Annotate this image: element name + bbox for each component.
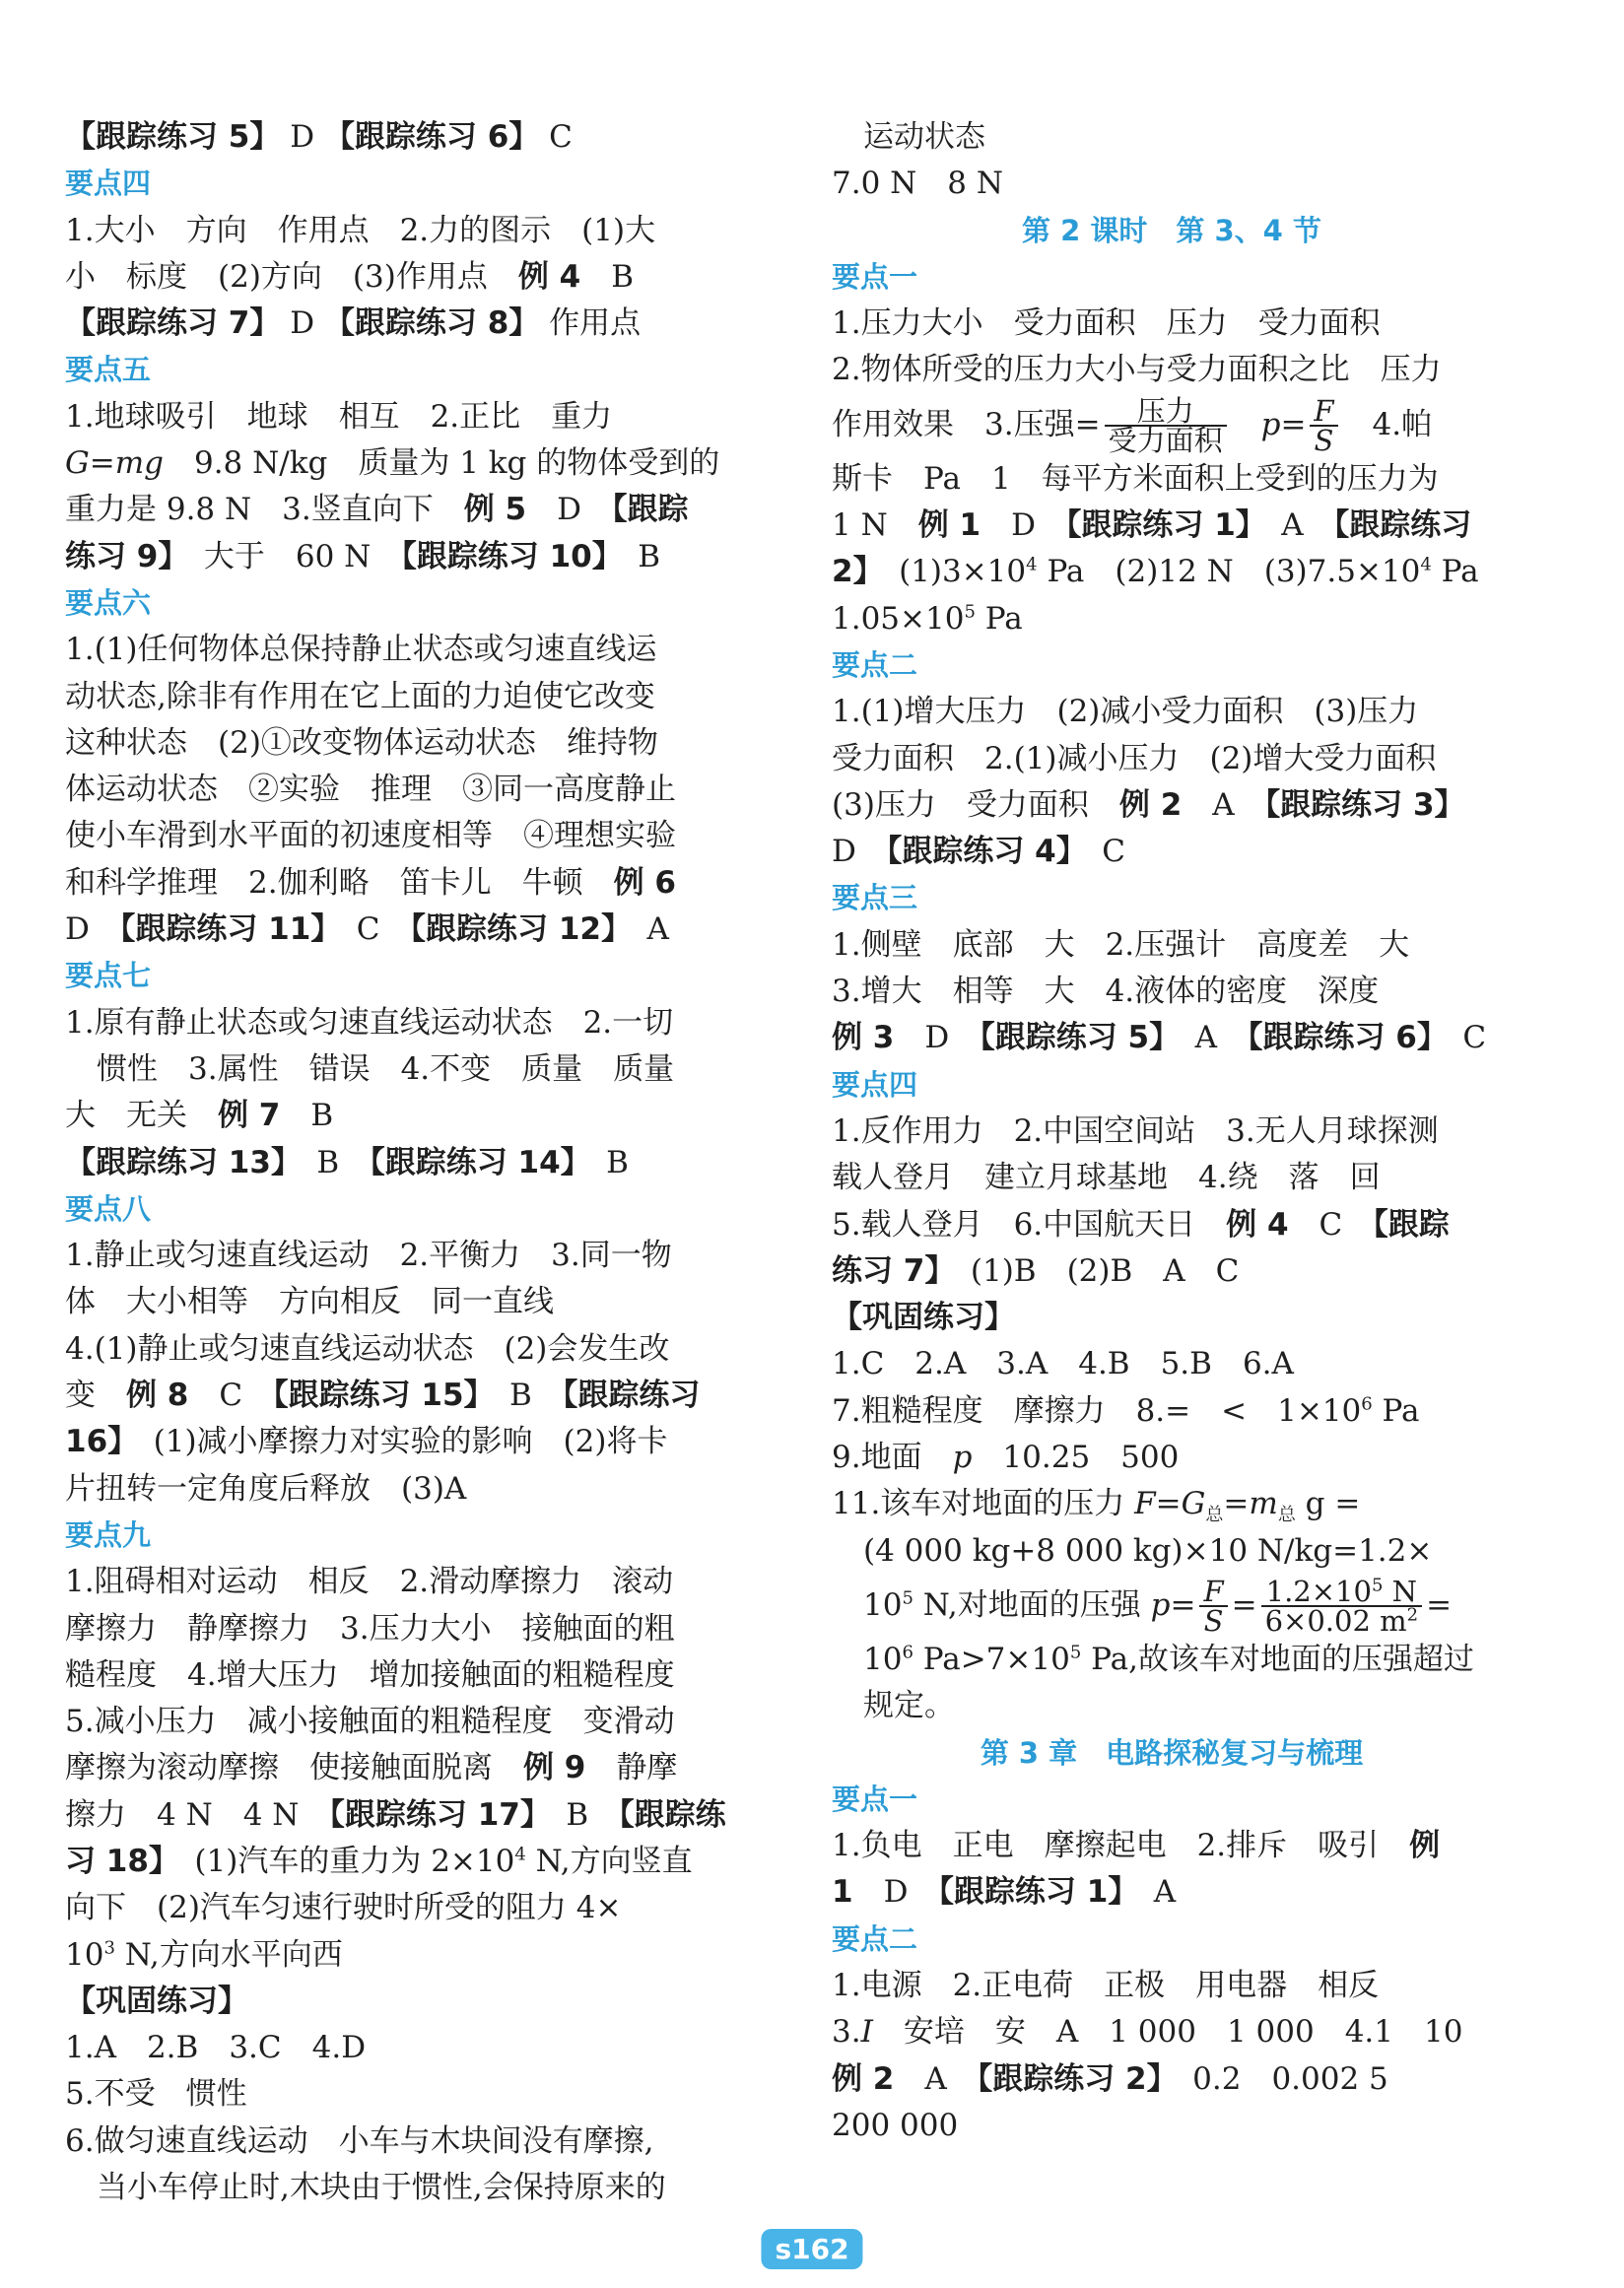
- section-heading: 要点一: [832, 1782, 918, 1816]
- text-line: 规定。: [863, 1688, 955, 1724]
- exercise-label: 16】: [65, 1424, 123, 1460]
- text-line: 200 000: [832, 2107, 959, 2143]
- subscript: 总: [1205, 1505, 1224, 1526]
- numerator-unit: N: [1383, 1575, 1418, 1609]
- answer: C: [188, 1378, 274, 1414]
- section-heading: 要点四: [832, 1067, 918, 1102]
- symbol: m: [1249, 1486, 1278, 1522]
- text-line: 1.静止或匀速直线运动 2.平衡力 3.同一物: [65, 1238, 672, 1274]
- answer: D: [526, 492, 612, 528]
- answer: B: [286, 1144, 371, 1180]
- answer: 9.8 N/kg 质量为 1 kg 的物体受到的: [163, 445, 720, 482]
- fraction: [1261, 1575, 1423, 1637]
- fraction: [1310, 394, 1337, 456]
- exponent: 5: [964, 601, 976, 623]
- text-line: 动状态,除非有作用在它上面的力迫使它改变: [65, 678, 655, 714]
- answer: D: [832, 834, 887, 870]
- text-line: 1.压力大小 受力面积 压力 受力面积: [832, 305, 1381, 342]
- text-line: [832, 1015, 1512, 1061]
- exercise-label: 习 18】: [65, 1843, 165, 1879]
- equals: =: [1155, 1486, 1182, 1522]
- answer: (1)汽车的重力为 2×10: [164, 1843, 515, 1879]
- answer: 10: [863, 1641, 903, 1677]
- text-line: [65, 301, 751, 347]
- text-line: [832, 1481, 1512, 1527]
- answer: 静摩: [585, 1750, 678, 1786]
- text-line: [65, 534, 751, 580]
- answer: 大于 60 N: [172, 538, 402, 574]
- fraction-numerator: F: [1199, 1578, 1227, 1607]
- answer: B: [535, 1796, 620, 1833]
- equals: =: [1231, 1586, 1257, 1623]
- section-heading: 要点九: [65, 1517, 152, 1552]
- answer: 和科学推理 2.伽利略 笛卡儿 牛顿: [65, 864, 614, 901]
- symbol: p: [1260, 406, 1281, 442]
- text-line: [65, 487, 751, 533]
- answer: A: [1164, 1020, 1248, 1056]
- answer: 1.05×10: [832, 600, 965, 637]
- text-line: [832, 2009, 1512, 2055]
- text-line: 向下 (2)汽车匀速行驶时所受的阻力 4×: [65, 1890, 622, 1926]
- exercise-label: 2】: [832, 554, 869, 590]
- text-line: [832, 782, 1512, 829]
- answer: 3.: [832, 2014, 861, 2051]
- text-line: 2.物体所受的压力大小与受力面积之比 压力: [832, 352, 1442, 388]
- example-label: 例 2: [832, 2060, 895, 2097]
- answer: g =: [1295, 1486, 1361, 1522]
- exercise-label: 【跟踪: [1373, 1206, 1450, 1243]
- equals: =: [1223, 1486, 1250, 1522]
- lesson-title: 第 2 课时 第 3、4 节: [1022, 213, 1321, 247]
- text-line: [65, 1745, 751, 1791]
- example-label: 例: [1409, 1828, 1441, 1864]
- section-heading: 要点四: [65, 167, 152, 201]
- text-line: 3.增大 相等 大 4.液体的密度 深度: [832, 974, 1380, 1010]
- example-label: 例 1: [917, 507, 981, 544]
- answer: A: [894, 2060, 978, 2097]
- exercise-label: 【跟踪练习 2】: [977, 2060, 1163, 2097]
- text-line: [65, 907, 751, 953]
- exercise-label: 练习 7】: [832, 1252, 940, 1289]
- fraction-denominator: [1261, 1604, 1423, 1637]
- text-line: 1.地球吸引 地球 相互 2.正比 重力: [65, 398, 613, 435]
- answer: B: [479, 1378, 563, 1414]
- text-line: 运动状态: [863, 119, 985, 155]
- answer: D: [280, 305, 324, 342]
- answer: A: [616, 911, 669, 948]
- answer: C: [1432, 1020, 1487, 1056]
- equals: =: [1280, 406, 1307, 442]
- example-label: 例 5: [463, 492, 527, 528]
- answer: D: [852, 1874, 939, 1911]
- exponent: 5: [902, 1587, 914, 1609]
- fraction-denominator: S: [1203, 1604, 1224, 1637]
- text-line: 1.阻碍相对运动 相反 2.滑动摩擦力 滚动: [65, 1564, 674, 1600]
- symbol: p: [952, 1440, 973, 1476]
- answer: (1)3×10: [868, 554, 1027, 590]
- exponent: 3: [103, 1937, 115, 1959]
- answer: Pa (2)12 N (3)7.5×10: [1037, 554, 1421, 590]
- exercise-label: 【跟踪练习 11】: [119, 911, 326, 948]
- text-line: 6.做匀速直线运动 小车与木块间没有摩擦,: [65, 2122, 654, 2159]
- exercise-label: 练习 9】: [65, 538, 173, 574]
- answer: A: [1122, 1874, 1177, 1911]
- exercise-label: 【跟踪练习 15】: [273, 1378, 480, 1414]
- answer: (1)减小摩擦力对实验的影响 (2)将卡: [122, 1424, 668, 1460]
- text-line: [832, 1435, 1512, 1481]
- answer: Pa: [975, 600, 1023, 637]
- text-line: [832, 1823, 1512, 1869]
- answer: 1.负电 正电 摩擦起电 2.排斥 吸引: [832, 1828, 1410, 1864]
- text-line: 5.减小压力 减小接触面的粗糙程度 变滑动: [65, 1704, 675, 1740]
- answer: Pa: [1431, 554, 1479, 590]
- fraction-numerator: [1261, 1575, 1423, 1609]
- answer: B: [575, 1144, 629, 1180]
- exercise-label: 【跟踪练习 14】: [370, 1144, 576, 1180]
- text-line: [65, 1373, 751, 1419]
- answer: Pa>7×10: [913, 1641, 1070, 1677]
- answer: 大 无关: [65, 1098, 218, 1134]
- text-line: 斯卡 Pa 1 每平方米面积上受到的压力为: [832, 460, 1439, 497]
- answer: N,对地面的压强: [913, 1586, 1151, 1623]
- section-heading: 要点二: [832, 1921, 918, 1956]
- text-line: 1.(1)任何物体总保持静止状态或匀速直线运: [65, 632, 657, 668]
- section-heading: 要点八: [65, 1191, 152, 1226]
- answer: 5.载人登月 6.中国航天日: [832, 1206, 1227, 1243]
- answer: (1)B (2)B A C: [939, 1252, 1240, 1289]
- exponent: 4: [514, 1844, 526, 1865]
- exercise-label: 【跟踪练习 5】: [980, 1020, 1165, 1056]
- fraction: [1199, 1575, 1227, 1637]
- answer: 11.该车对地面的压力: [832, 1486, 1135, 1522]
- text-line: 使小车滑到水平面的初速度相等 ④理想实验: [65, 818, 676, 854]
- text-line: 受力面积 2.(1)减小压力 (2)增大受力面积: [832, 740, 1437, 776]
- text-line: 1.电源 2.正电荷 正极 用电器 相反: [832, 1967, 1380, 2003]
- text-line: [832, 1575, 1512, 1637]
- answer: B: [607, 538, 661, 574]
- exponent: 6: [902, 1642, 914, 1663]
- answer: 10: [65, 1936, 104, 1973]
- answer: 7.粗糙程度 摩擦力 8.= < 1×10: [832, 1392, 1362, 1429]
- answer: C: [1288, 1206, 1374, 1243]
- consolidation-heading: 【巩固练习】: [65, 1983, 248, 2019]
- text-line: [65, 1419, 751, 1465]
- symbol: p: [1150, 1586, 1171, 1623]
- text-line: [832, 394, 1512, 456]
- exercise-label: 【跟踪练习: [562, 1378, 701, 1414]
- symbol: F: [1134, 1486, 1156, 1522]
- answer: A: [1182, 786, 1265, 823]
- fraction-numerator: 压力: [1105, 397, 1227, 427]
- subscript: 总: [1277, 1505, 1296, 1526]
- text-line: 1.侧壁 底部 大 2.压强计 高度差 大: [832, 926, 1410, 963]
- answer: 9.地面: [832, 1440, 953, 1476]
- exponent: 4: [1026, 555, 1038, 576]
- exercise-label: 【跟踪: [611, 492, 689, 528]
- text-line: [832, 549, 1512, 595]
- right-column: [832, 114, 1512, 2149]
- text-line: 载人登月 建立月球基地 4.绕 落 回: [832, 1160, 1381, 1196]
- text-line: 1.反作用力 2.中国空间站 3.无人月球探测: [832, 1112, 1439, 1149]
- answer: 4.帕: [1341, 406, 1433, 442]
- exponent: 4: [1420, 555, 1432, 576]
- exercise-label: 【跟踪练习 5】: [65, 119, 281, 155]
- equals: =: [1170, 1586, 1196, 1623]
- exercise-label: 【跟踪练习 3】: [1264, 786, 1465, 823]
- exercise-label: 【跟踪练习 1】: [1065, 507, 1252, 544]
- text-line: 1.大小 方向 作用点 2.力的图示 (1)大: [65, 212, 656, 248]
- text-line: [65, 1792, 751, 1839]
- exercise-label: 【跟踪练习 6】: [1248, 1020, 1433, 1056]
- exercise-label: 【跟踪练习 12】: [410, 911, 617, 948]
- text-line: [65, 860, 751, 907]
- text-line: [832, 1202, 1512, 1248]
- text-line: 摩擦力 静摩擦力 3.压力大小 接触面的粗: [65, 1610, 675, 1647]
- example-label: 例 4: [1226, 1206, 1289, 1243]
- example-label: 例 4: [517, 258, 581, 295]
- example-label: 例 2: [1118, 786, 1183, 823]
- answer: (3)压力 受力面积: [832, 786, 1119, 823]
- text-line: 4.(1)静止或匀速直线运动状态 (2)会发生改: [65, 1330, 670, 1367]
- text-line: [65, 1932, 751, 1979]
- text-line: 1.原有静止状态或匀速直线运动状态 2.一切: [65, 1004, 674, 1041]
- answer: 擦力 4 N 4 N: [65, 1796, 330, 1833]
- text-line: [65, 440, 751, 487]
- example-label: 例 7: [218, 1098, 281, 1134]
- example-label: 例 9: [523, 1750, 586, 1786]
- section-heading: 要点五: [65, 353, 152, 387]
- text-line: [65, 1839, 751, 1885]
- example-label: 例 6: [613, 864, 676, 901]
- exercise-label: 【跟踪练习 8】: [323, 305, 540, 342]
- answer: 10: [863, 1586, 903, 1623]
- answer: 10.25 500: [972, 1440, 1180, 1476]
- text-line: [65, 1140, 751, 1186]
- answer: D: [280, 119, 324, 155]
- exercise-label: 【跟踪练: [619, 1796, 726, 1833]
- exercise-label: 【跟踪练习 1】: [938, 1874, 1123, 1911]
- answer: 安培 安 A 1 000 1 000 4.1 10: [872, 2014, 1463, 2051]
- answer: 重力是 9.8 N 3.竖直向下: [65, 492, 464, 528]
- answer: Pa: [1372, 1392, 1420, 1429]
- text-line: 体运动状态 ②实验 推理 ③同一高度静止: [65, 772, 676, 808]
- fraction-numerator: F: [1310, 397, 1337, 427]
- exercise-label: 【跟踪练习 17】: [329, 1796, 536, 1833]
- consolidation-heading: 【巩固练习】: [832, 1300, 1015, 1336]
- answer: C: [325, 911, 411, 948]
- text-line: 1.A 2.B 3.C 4.D: [65, 2030, 367, 2066]
- answer: Pa,故该车对地面的压强超过: [1081, 1641, 1474, 1677]
- text-line: [832, 2056, 1512, 2103]
- text-line: 1.C 2.A 3.A 4.B 5.B 6.A: [832, 1346, 1294, 1382]
- exercise-label: 【跟踪练习 6】: [323, 119, 540, 155]
- exercise-label: 【跟踪练习 4】: [886, 834, 1072, 870]
- exponent: 5: [1069, 1642, 1082, 1663]
- answer: 变: [65, 1378, 126, 1414]
- text-line: 这种状态 (2)①改变物体运动状态 维持物: [65, 724, 658, 761]
- exercise-label: 【跟踪练习 7】: [65, 305, 281, 342]
- text-line: [65, 1093, 751, 1139]
- exercise-label: 【跟踪练习 13】: [65, 1144, 287, 1180]
- section-heading: 要点六: [65, 585, 152, 620]
- text-line: 1.(1)增大压力 (2)减小受力面积 (3)压力: [832, 694, 1419, 730]
- text-line: 惯性 3.属性 错误 4.不变 质量 质量: [97, 1050, 675, 1087]
- section-heading: 要点一: [832, 259, 918, 294]
- text-line: [65, 114, 751, 161]
- exponent: 2: [1406, 1604, 1419, 1626]
- answer: 作用点: [539, 305, 642, 342]
- page-number-badge: s162: [761, 2229, 862, 2269]
- text-line: [832, 1637, 1512, 1683]
- section-heading: 要点三: [832, 881, 918, 915]
- text-line: 体 大小相等 方向相反 同一直线: [65, 1284, 554, 1320]
- exponent: 6: [1361, 1393, 1373, 1415]
- chapter-title: 第 3 章 电路探秘复习与梳理: [980, 1735, 1364, 1770]
- answer: D: [981, 507, 1066, 544]
- answer: N,方向水平向西: [114, 1936, 343, 1973]
- exercise-label: 【跟踪练习 10】: [401, 538, 608, 574]
- answer: B: [580, 258, 634, 295]
- text-line: [65, 254, 751, 301]
- answer: N,方向竖直: [525, 1843, 693, 1879]
- numerator-value: 1.2×10: [1265, 1575, 1372, 1609]
- answer: D: [894, 1020, 981, 1056]
- text-line: [832, 829, 1512, 875]
- exercise-label: 【跟踪练习: [1333, 507, 1472, 544]
- text-line: [832, 596, 1512, 642]
- exponent: 5: [1371, 1575, 1384, 1596]
- text-line: [832, 1869, 1512, 1916]
- answer: 0.2 0.002 5: [1162, 2060, 1388, 2097]
- example-label: 例 3: [832, 1020, 895, 1056]
- fraction: [1105, 394, 1227, 456]
- equals: =: [1426, 1586, 1453, 1623]
- answer: D: [65, 911, 120, 948]
- answer: 作用效果 3.压强=: [832, 406, 1101, 442]
- symbol: G: [1181, 1486, 1206, 1522]
- fraction-denominator: S: [1314, 424, 1334, 456]
- section-heading: 要点七: [65, 959, 152, 993]
- symbol: I: [860, 2014, 873, 2051]
- formula: G=mg: [65, 445, 164, 482]
- text-line: 片扭转一定角度后释放 (3)A: [65, 1470, 467, 1507]
- answer: 1 N: [832, 507, 918, 544]
- text-line: 7.0 N 8 N: [832, 166, 1003, 202]
- answer: B: [280, 1098, 334, 1134]
- denominator-value: 6×0.02 m: [1264, 1604, 1407, 1637]
- text-line: [832, 1388, 1512, 1435]
- text-line: [832, 503, 1512, 549]
- text-line: (4 000 kg+8 000 kg)×10 N/kg=1.2×: [863, 1532, 1433, 1569]
- answer: 摩擦为滚动摩擦 使接触面脱离: [65, 1750, 523, 1786]
- left-column: [65, 114, 751, 2211]
- text-line: 5.不受 惯性: [65, 2076, 247, 2113]
- section-heading: 要点二: [832, 647, 918, 682]
- text-line: 当小车停止时,木块由于惯性,会保持原来的: [97, 2170, 666, 2206]
- text-line: [832, 1248, 1512, 1295]
- answer: A: [1251, 507, 1334, 544]
- answer: 小 标度 (2)方向 (3)作用点: [65, 258, 518, 295]
- example-label: 1: [832, 1874, 853, 1911]
- fraction-denominator: 受力面积: [1108, 424, 1223, 456]
- text-line: 糙程度 4.增大压力 增加接触面的粗糙程度: [65, 1656, 675, 1693]
- answer: C: [539, 119, 573, 155]
- example-label: 例 8: [126, 1378, 189, 1414]
- answer: C: [1071, 834, 1125, 870]
